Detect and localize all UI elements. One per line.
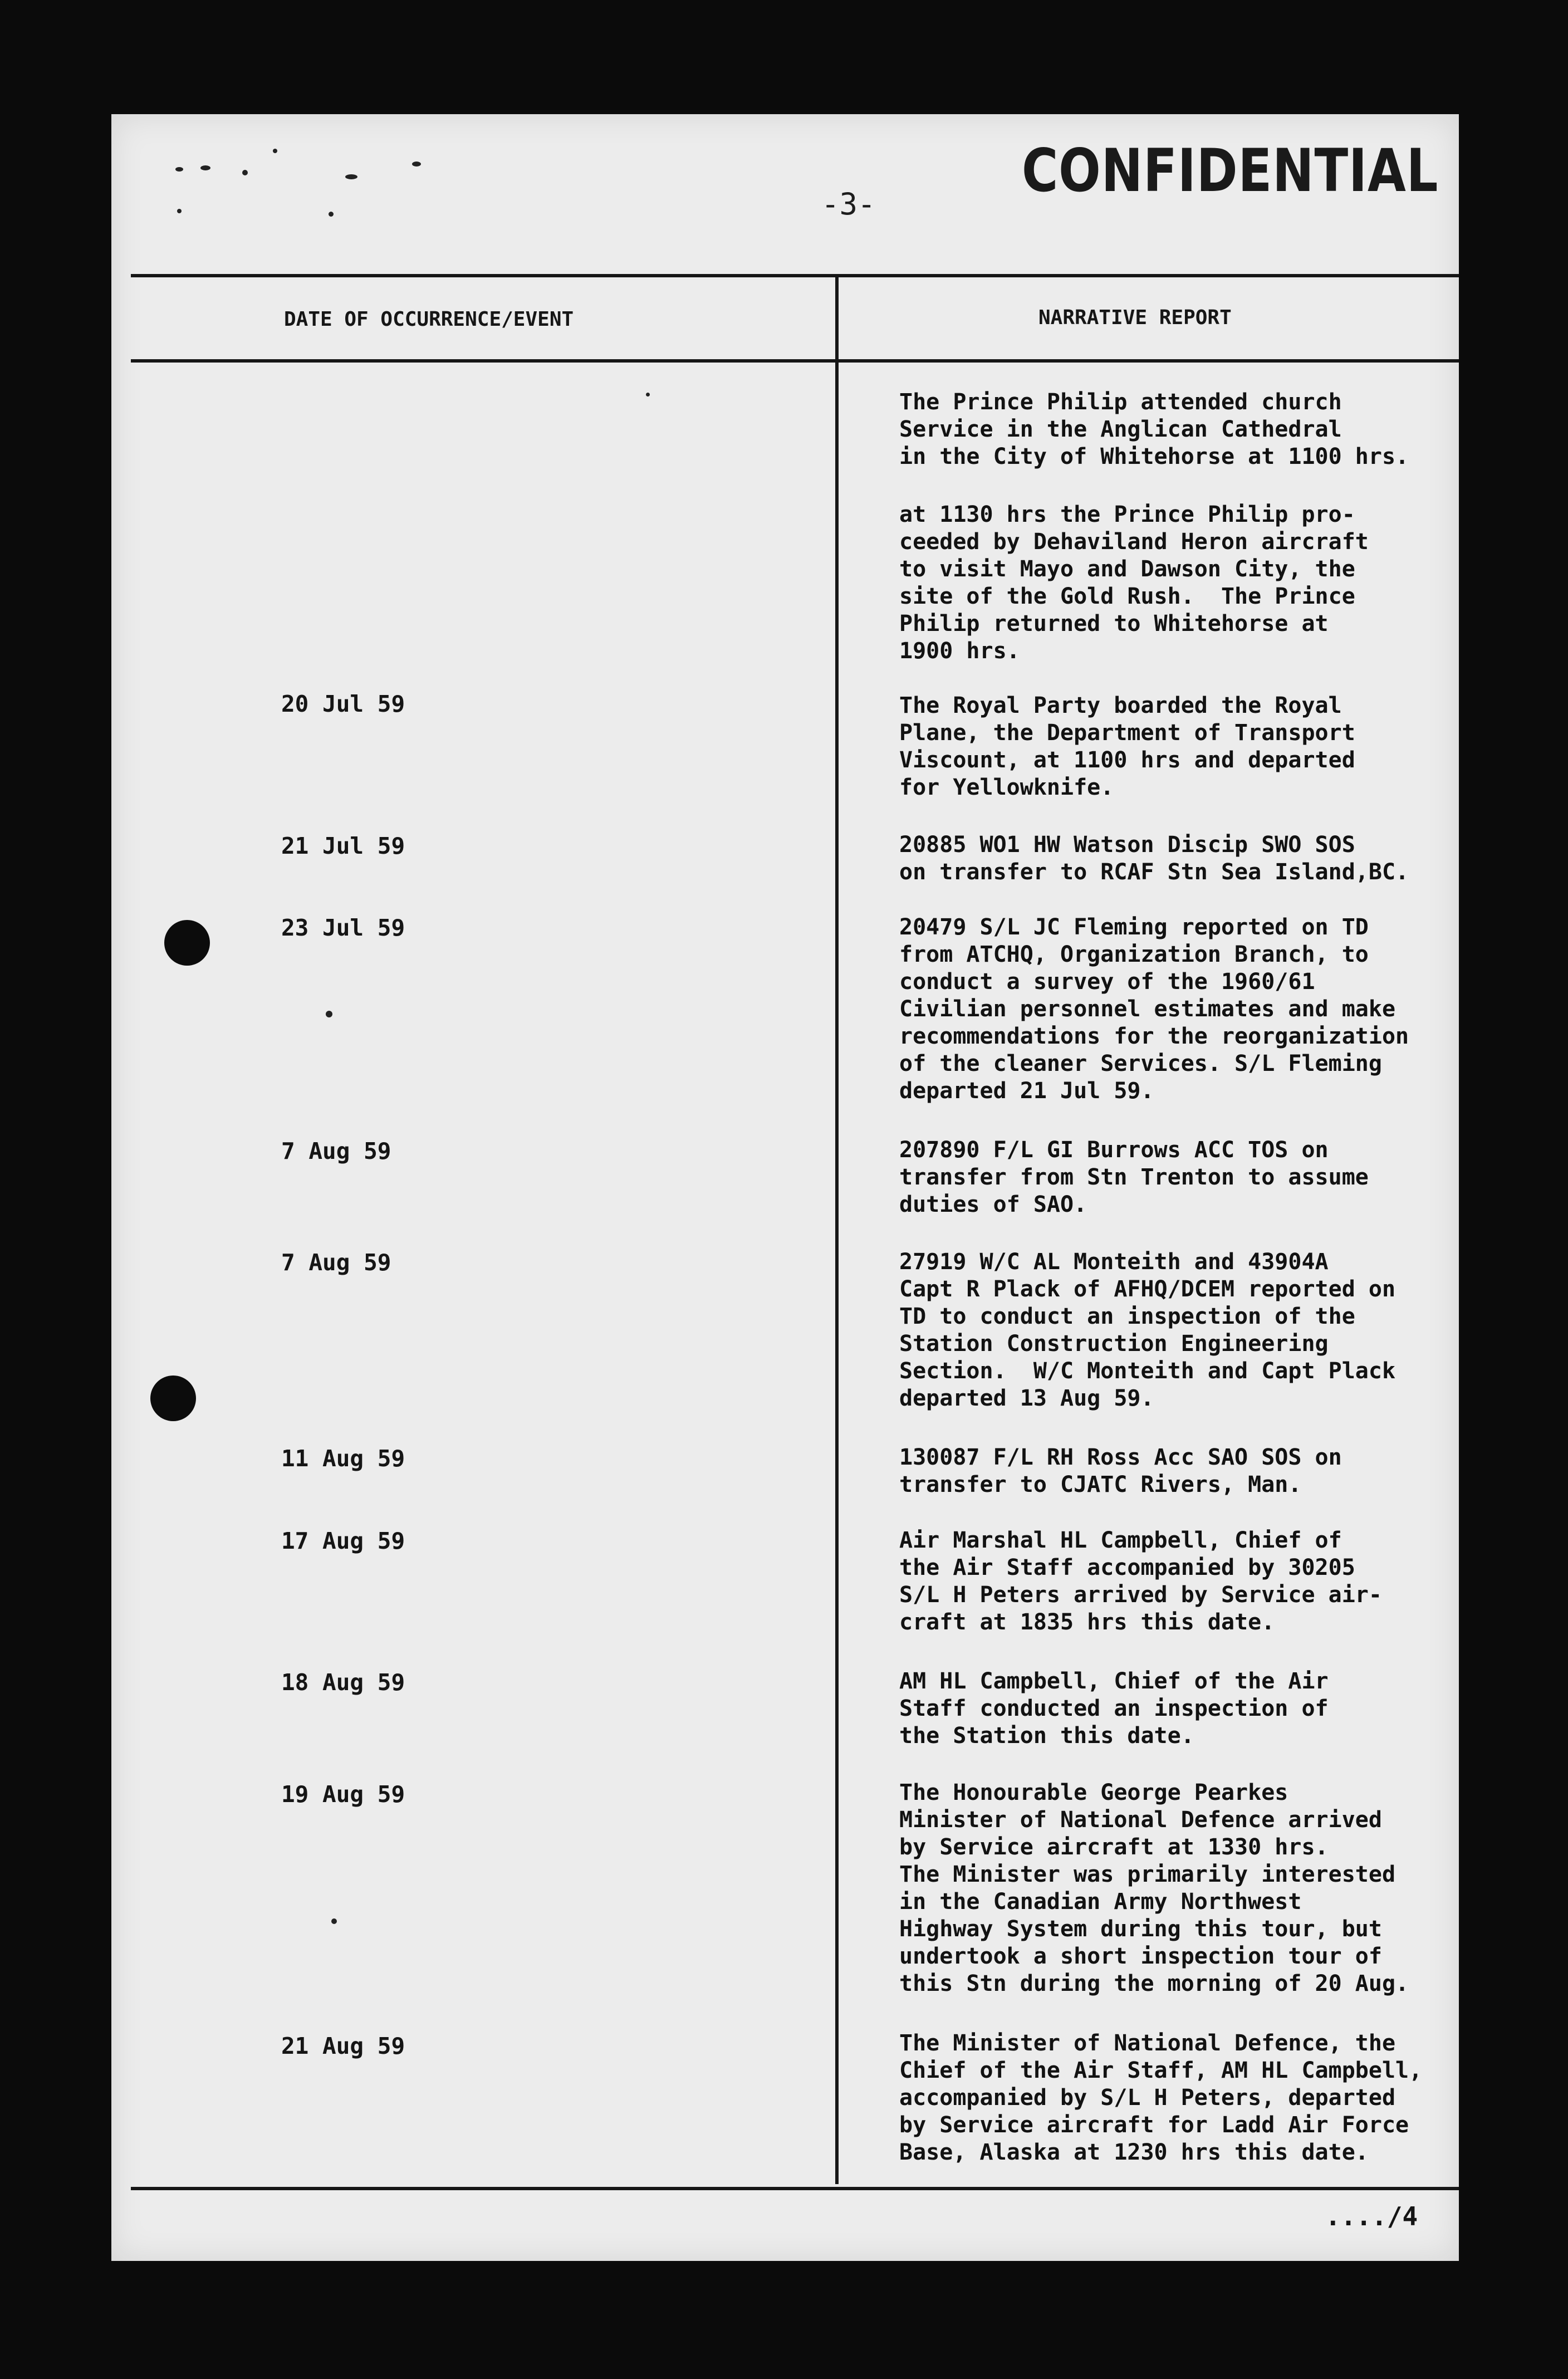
event-date: 11 Aug 59 <box>281 1445 405 1472</box>
narrative-entry: The Minister of National Defence, the Chief of the Air Staff, AM HL Campbell, accompanied by S/L H Peters, departed by Service aircraft for Ladd Air Force Base, Alaska at 1230 hrs this date. <box>899 2030 1423 2165</box>
narrative-entry: AM HL Campbell, Chief of the Air Staff conducted an inspection of the Station this date. <box>899 1668 1329 1749</box>
narrative-entry: 20885 WO1 HW Watson Discip SWO SOS on transfer to RCAF Stn Sea Island,BC. <box>899 832 1409 885</box>
narrative-column-heading: NARRATIVE REPORT <box>1038 306 1232 329</box>
punch-hole <box>150 1375 196 1421</box>
event-date: 18 Aug 59 <box>281 1669 405 1696</box>
event-date: 19 Aug 59 <box>281 1781 405 1808</box>
event-date: 17 Aug 59 <box>281 1528 405 1554</box>
event-date: 7 Aug 59 <box>281 1138 391 1164</box>
event-date: 23 Jul 59 <box>281 914 405 941</box>
event-date: 20 Jul 59 <box>281 691 405 717</box>
column-divider <box>835 274 839 2184</box>
event-date: 7 Aug 59 <box>281 1249 391 1276</box>
classification-stamp: CONFIDENTIAL <box>1022 136 1439 205</box>
narrative-entry: Air Marshal HL Campbell, Chief of the Air Staff accompanied by 30205 S/L H Peters arrived by Service air- craft at 1835 hrs this date. <box>899 1528 1382 1635</box>
event-date: 21 Aug 59 <box>281 2033 405 2059</box>
narrative-entry: The Honourable George Pearkes Minister of National Defence arrived by Service aircraft at 1330 hrs. The Minister was primarily interested in the Canadian Army Northwest Highway System during this tour, but undertook a short inspection tour of this Stn during the morning of 20 Aug. <box>899 1780 1409 1996</box>
narrative-entry: The Royal Party boarded the Royal Plane, the Department of Transport Viscount, at 1100 hrs and departed for Yellowknife. <box>899 693 1355 800</box>
date-column-heading: DATE OF OCCURRENCE/EVENT <box>284 308 574 331</box>
narrative-entry: 20479 S/L JC Fleming reported on TD from ATCHQ, Organization Branch, to conduct a survey of the 1960/61 Civilian personnel estimates and make recommendations for the reorganization of the cleaner Services. S/L Fleming departed 21 Jul 59. <box>899 914 1409 1104</box>
narrative-entry: The Prince Philip attended church Service in the Anglican Cathedral in the City of Whitehorse at 1100 hrs. <box>899 389 1409 469</box>
narrative-entry: at 1130 hrs the Prince Philip pro- ceeded by Dehaviland Heron aircraft to visit Mayo and Dawson City, the site of the Gold Rush. The Prince Philip returned to Whitehorse at 1900 hrs. <box>899 502 1369 664</box>
narrative-entry: 207890 F/L GI Burrows ACC TOS on transfer from Stn Trenton to assume duties of SAO. <box>899 1137 1369 1217</box>
event-date: 21 Jul 59 <box>281 833 405 859</box>
narrative-entry: 130087 F/L RH Ross Acc SAO SOS on transfer to CJATC Rivers, Man. <box>899 1445 1342 1497</box>
narrative-entry: 27919 W/C AL Monteith and 43904A Capt R Plack of AFHQ/DCEM reported on TD to conduct an inspection of the Station Construction Engineering Section. W/C Monteith and Capt Plack departed 13 Aug 59. <box>899 1249 1396 1411</box>
header-top-rule <box>131 274 1459 277</box>
continued-marker: ..../4 <box>1325 2201 1418 2231</box>
table-bottom-rule <box>131 2187 1459 2190</box>
header-bottom-rule <box>131 359 1459 363</box>
document-page <box>111 114 1459 2261</box>
punch-hole <box>164 920 210 966</box>
page-number: -3- <box>821 187 876 222</box>
